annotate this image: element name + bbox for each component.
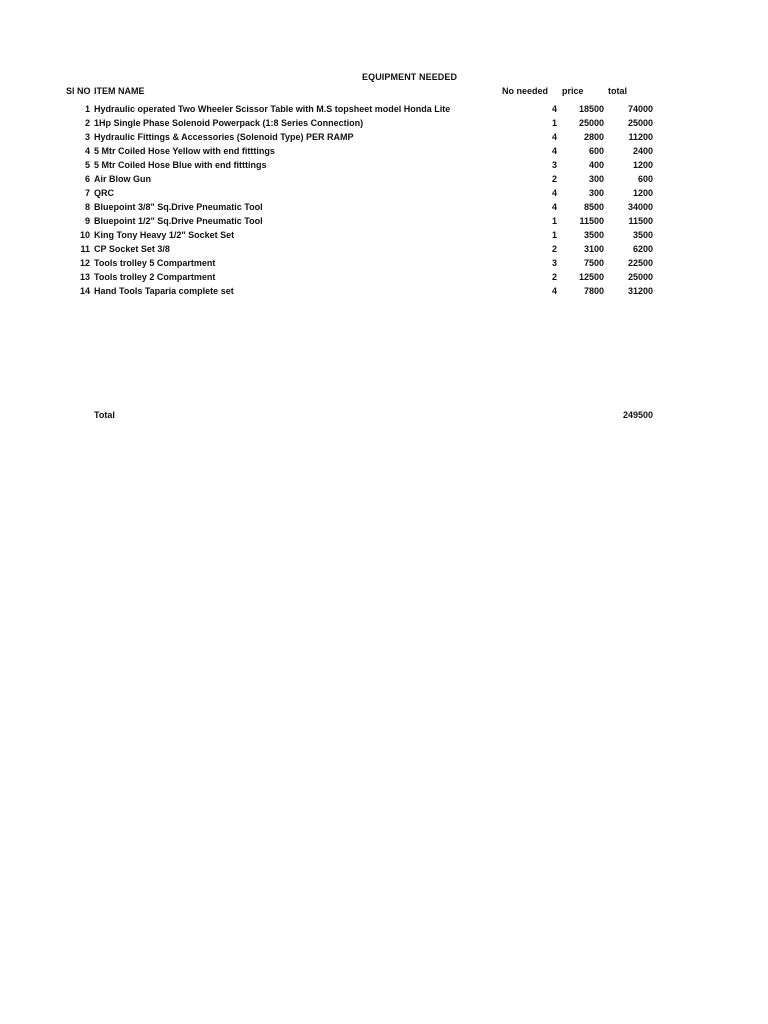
- cell-price: 25000: [578, 118, 604, 128]
- table-row: [0, 158, 768, 172]
- cell-no-needed: 4: [551, 286, 557, 296]
- cell-no-needed: 3: [551, 258, 557, 268]
- cell-item-name: Air Blow Gun: [94, 174, 151, 184]
- table-row: [0, 284, 768, 298]
- cell-no-needed: 4: [551, 202, 557, 212]
- cell-no-needed: 4: [551, 188, 557, 198]
- cell-item-name: Bluepoint 1/2" Sq.Drive Pneumatic Tool: [94, 216, 263, 226]
- cell-price: 300: [588, 188, 604, 198]
- grand-total-value: 249500: [622, 410, 653, 420]
- cell-price: 600: [588, 146, 604, 156]
- cell-slno: 8: [84, 202, 90, 212]
- cell-total: 6200: [632, 244, 653, 254]
- table-row: [0, 144, 768, 158]
- cell-total: 31200: [627, 286, 653, 296]
- cell-slno: 2: [84, 118, 90, 128]
- table-row: [0, 242, 768, 256]
- cell-slno: 11: [80, 244, 90, 254]
- table-row: [0, 186, 768, 200]
- cell-price: 300: [588, 174, 604, 184]
- cell-no-needed: 2: [551, 272, 557, 282]
- cell-slno: 6: [84, 174, 90, 184]
- cell-total: 2400: [632, 146, 653, 156]
- cell-no-needed: 4: [551, 146, 557, 156]
- page-title: EQUIPMENT NEEDED: [362, 72, 458, 82]
- cell-slno: 14: [79, 286, 90, 296]
- cell-item-name: King Tony Heavy 1/2" Socket Set: [94, 230, 235, 240]
- cell-total: 1200: [632, 160, 653, 170]
- cell-price: 18500: [578, 104, 604, 114]
- cell-price: 2800: [583, 132, 604, 142]
- cell-no-needed: 2: [551, 244, 557, 254]
- cell-price: 7800: [583, 286, 604, 296]
- table-row: [0, 116, 768, 130]
- cell-total: 22500: [627, 258, 653, 268]
- cell-total: 11500: [628, 216, 653, 226]
- column-header-price: price: [562, 86, 584, 96]
- table-row: [0, 270, 768, 284]
- cell-no-needed: 4: [551, 104, 557, 114]
- cell-total: 34000: [627, 202, 653, 212]
- cell-slno: 1: [84, 104, 90, 114]
- cell-item-name: Tools trolley 2 Compartment: [94, 272, 216, 282]
- cell-slno: 3: [84, 132, 90, 142]
- cell-item-name: Hand Tools Taparia complete set: [94, 286, 234, 296]
- equipment-table: [0, 102, 768, 298]
- cell-no-needed: 4: [551, 132, 557, 142]
- column-header-item-name: ITEM NAME: [94, 86, 145, 96]
- cell-slno: 4: [84, 146, 90, 156]
- cell-total: 25000: [627, 118, 653, 128]
- column-header-total: total: [608, 86, 627, 96]
- cell-total: 74000: [627, 104, 653, 114]
- cell-price: 12500: [578, 272, 604, 282]
- cell-slno: 13: [79, 272, 90, 282]
- table-row: [0, 172, 768, 186]
- column-header-slno: Sl NO: [66, 86, 91, 96]
- cell-slno: 7: [84, 188, 90, 198]
- table-row: [0, 228, 768, 242]
- cell-no-needed: 2: [551, 174, 557, 184]
- cell-price: 3100: [583, 244, 604, 254]
- cell-item-name: Tools trolley 5 Compartment: [94, 258, 216, 268]
- cell-price: 8500: [583, 202, 604, 212]
- cell-item-name: Bluepoint 3/8" Sq.Drive Pneumatic Tool: [94, 202, 263, 212]
- cell-price: 7500: [583, 258, 604, 268]
- grand-total-label: Total: [94, 410, 115, 420]
- cell-price: 3500: [583, 230, 604, 240]
- cell-no-needed: 1: [551, 230, 557, 240]
- cell-item-name: 1Hp Single Phase Solenoid Powerpack (1:8 Series Connection): [94, 118, 364, 128]
- cell-slno: 10: [79, 230, 90, 240]
- cell-total: 25000: [627, 272, 653, 282]
- cell-item-name: CP Socket Set 3/8: [94, 244, 170, 254]
- cell-item-name: Hydraulic Fittings & Accessories (Solenoid Type) PER RAMP: [94, 132, 354, 142]
- table-row: [0, 102, 768, 116]
- table-row: [0, 130, 768, 144]
- table-row: [0, 214, 768, 228]
- table-row: [0, 200, 768, 214]
- cell-price: 400: [588, 160, 604, 170]
- cell-total: 1200: [632, 188, 653, 198]
- cell-total: 11200: [628, 132, 653, 142]
- cell-slno: 5: [84, 160, 90, 170]
- cell-item-name: QRC: [94, 188, 114, 198]
- table-row: [0, 256, 768, 270]
- cell-item-name: Hydraulic operated Two Wheeler Scissor Table with M.S topsheet model Honda Lite: [94, 104, 451, 114]
- cell-no-needed: 1: [551, 216, 557, 226]
- column-header-no-needed: No needed: [502, 86, 549, 96]
- cell-no-needed: 1: [551, 118, 557, 128]
- cell-total: 3500: [632, 230, 653, 240]
- cell-item-name: 5 Mtr Coiled Hose Yellow with end fitttings: [94, 146, 275, 156]
- cell-price: 11500: [579, 216, 604, 226]
- cell-total: 600: [637, 174, 653, 184]
- cell-item-name: 5 Mtr Coiled Hose Blue with end fitttings: [94, 160, 267, 170]
- cell-slno: 12: [79, 258, 90, 268]
- cell-slno: 9: [84, 216, 90, 226]
- cell-no-needed: 3: [551, 160, 557, 170]
